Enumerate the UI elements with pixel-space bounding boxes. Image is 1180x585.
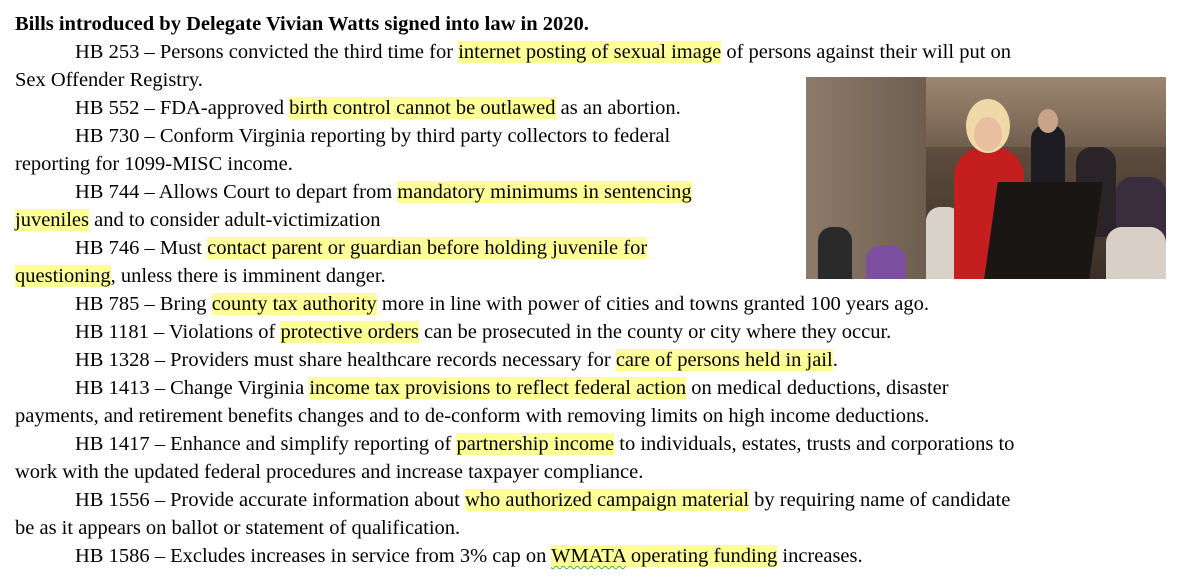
bill-hb1181: HB 1181 – Violations of protective orders can be prosecuted in the county or city where they occur. bbox=[75, 321, 892, 343]
highlight: county tax authority bbox=[211, 293, 377, 315]
bill-hb1328: HB 1328 – Providers must share healthcare records necessary for care of persons held in jail. bbox=[75, 349, 838, 371]
document-title: Bills introduced by Delegate Vivian Watts signed into law in 2020. bbox=[15, 13, 589, 35]
highlight: who authorized campaign material bbox=[464, 489, 750, 511]
bill-hb744-line1: HB 744 – Allows Court to depart from mandatory minimums in sentencing bbox=[75, 181, 692, 203]
bill-hb730-line1: HB 730 – Conform Virginia reporting by third party collectors to federal bbox=[75, 125, 671, 147]
bill-hb746-line2: questioning, unless there is imminent danger. bbox=[15, 265, 386, 287]
bill-hb552: HB 552 – FDA-approved birth control cannot be outlawed as an abortion. bbox=[75, 97, 681, 119]
bill-hb253-line1: HB 253 – Persons convicted the third time for internet posting of sexual image of persons against their will put on bbox=[75, 41, 1012, 63]
highlight: juveniles bbox=[15, 209, 90, 231]
highlight: WMATA bbox=[551, 545, 626, 567]
bill-hb785: HB 785 – Bring county tax authority more in line with power of cities and towns granted 100 years ago. bbox=[75, 293, 930, 315]
highlight: care of persons held in jail bbox=[615, 349, 833, 371]
highlight: birth control cannot be outlawed bbox=[289, 97, 556, 119]
bill-hb1417-line2: work with the updated federal procedures and increase taxpayer compliance. bbox=[15, 461, 644, 483]
bill-hb1417-line1: HB 1417 – Enhance and simplify reporting of partnership income to individuals, estates, trusts and corporations to bbox=[75, 433, 1015, 455]
bill-hb1586: HB 1586 – Excludes increases in service from 3% cap on WMATA operating funding increases. bbox=[75, 545, 863, 567]
highlight: operating funding bbox=[625, 545, 778, 567]
bill-hb744-line2: juveniles and to consider adult-victimization bbox=[15, 209, 381, 231]
bill-hb730-line2: reporting for 1099-MISC income. bbox=[15, 153, 293, 175]
bill-hb746-line1: HB 746 – Must contact parent or guardian before holding juvenile for bbox=[75, 237, 648, 259]
bill-hb1556-line1: HB 1556 – Provide accurate information about who authorized campaign material by requiring name of candidate bbox=[75, 489, 1011, 511]
highlight: partnership income bbox=[456, 433, 615, 455]
highlight: internet posting of sexual image bbox=[458, 41, 722, 63]
delegate-speaking-photo bbox=[806, 77, 1166, 279]
bill-hb1413-line2: payments, and retirement benefits changes and to de-conform with removing limits on high income deductions. bbox=[15, 405, 930, 427]
highlight: contact parent or guardian before holding juvenile for bbox=[207, 237, 648, 259]
bill-hb1413-line1: HB 1413 – Change Virginia income tax provisions to reflect federal action on medical deductions, disaster bbox=[75, 377, 949, 399]
highlight: mandatory minimums in sentencing bbox=[397, 181, 692, 203]
bill-hb1556-line2: be as it appears on ballot or statement of qualification. bbox=[15, 517, 461, 539]
bill-hb253-line2: Sex Offender Registry. bbox=[15, 69, 203, 91]
highlight: questioning bbox=[15, 265, 111, 287]
highlight: income tax provisions to reflect federal action bbox=[309, 377, 687, 399]
highlight: protective orders bbox=[280, 321, 419, 343]
